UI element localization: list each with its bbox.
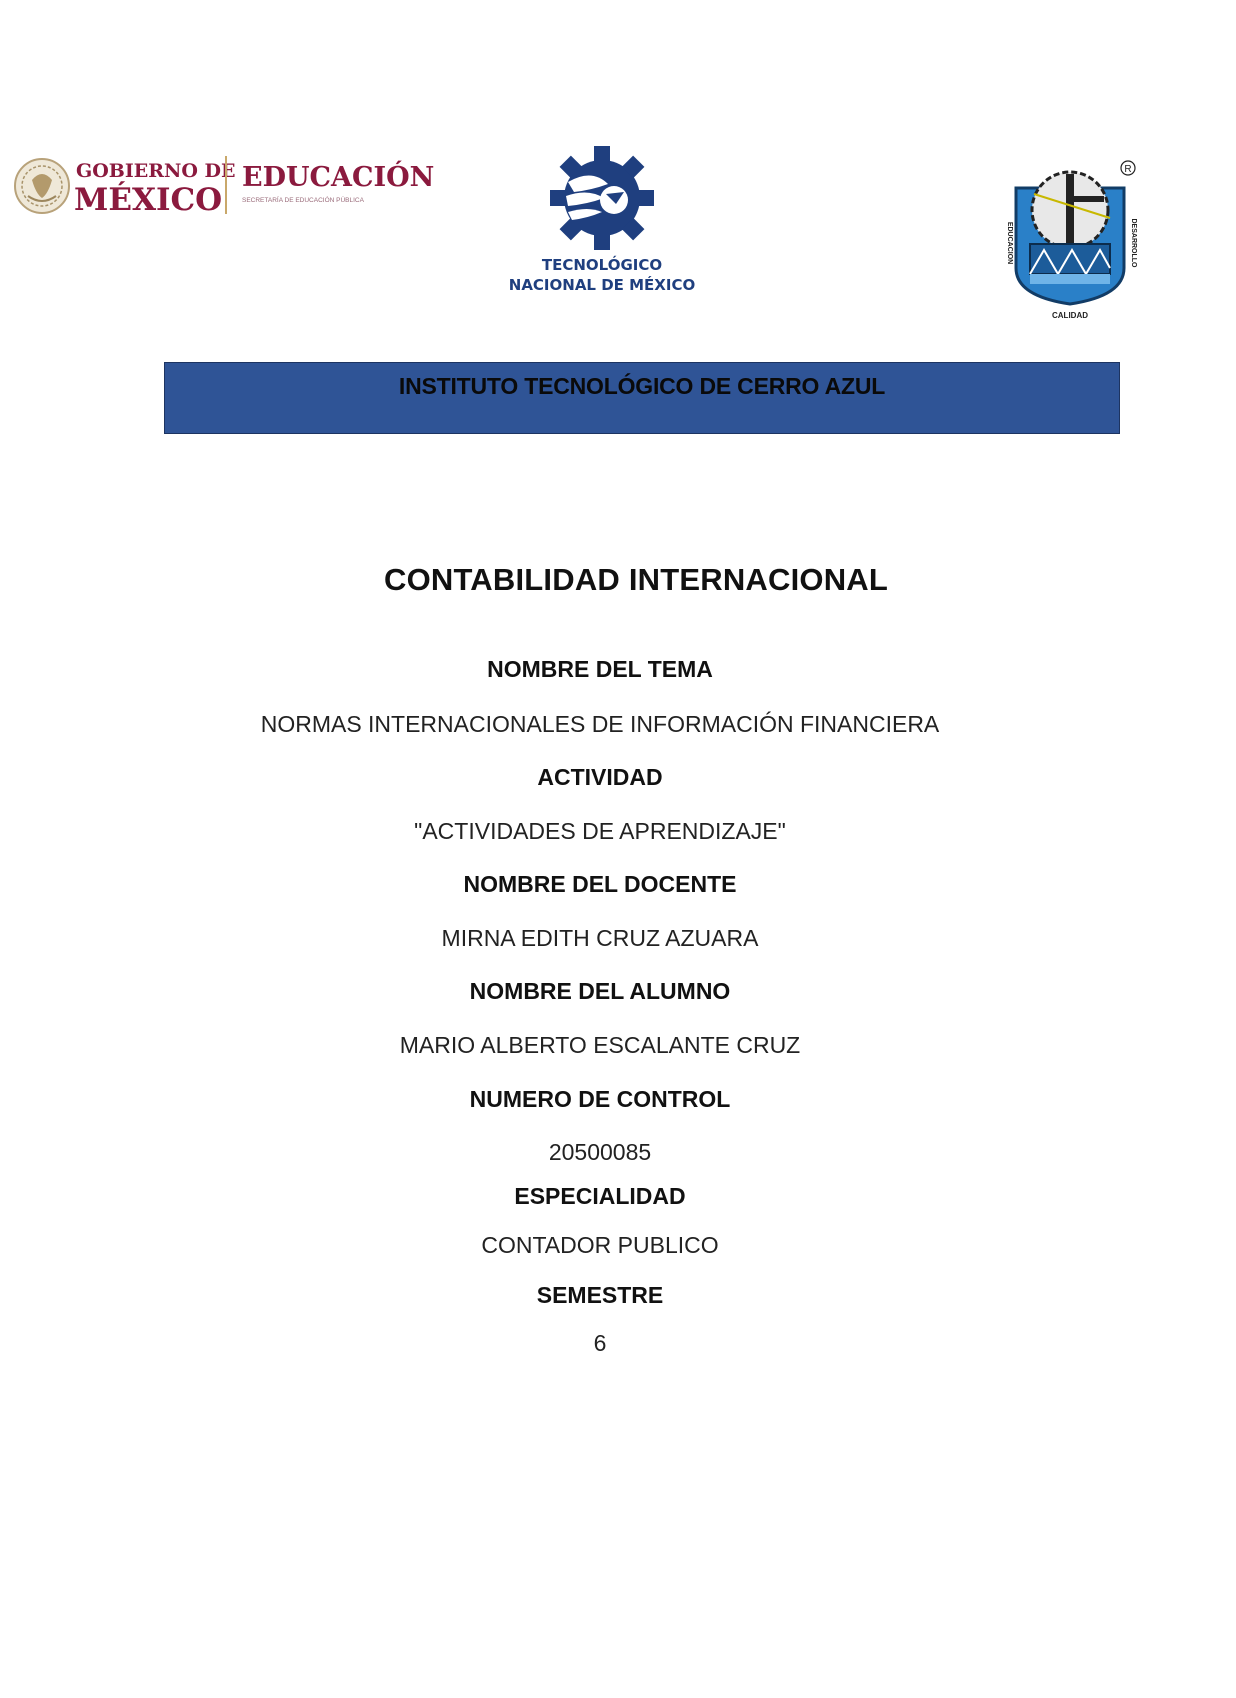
specialty-label: ESPECIALIDAD xyxy=(514,1183,686,1209)
itca-shield-logo xyxy=(1000,158,1140,320)
itca-shield-icon xyxy=(1016,172,1124,304)
mexico-coat-of-arms-icon xyxy=(15,159,69,213)
institute-banner xyxy=(164,362,1120,434)
itca-right-text: DESARROLLO xyxy=(1130,218,1137,268)
svg-text:R: R xyxy=(1124,164,1132,175)
tecnm-line1: TECNOLÓGICO xyxy=(541,256,663,274)
activity-value: "ACTIVIDADES DE APRENDIZAJE" xyxy=(414,818,786,844)
control-number-label: NUMERO DE CONTROL xyxy=(469,1086,731,1112)
itca-left-text: EDUCACION xyxy=(1006,221,1013,265)
gobierno-line1: GOBIERNO DE xyxy=(76,160,236,182)
specialty-value: CONTADOR PUBLICO xyxy=(481,1232,719,1258)
teacher-value: MIRNA EDITH CRUZ AZUARA xyxy=(441,925,759,951)
semester-value: 6 xyxy=(593,1330,607,1356)
activity-label: ACTIVIDAD xyxy=(537,764,663,790)
course-title: CONTABILIDAD INTERNACIONAL xyxy=(383,562,889,597)
gobierno-line2: MÉXICO xyxy=(74,182,223,218)
educacion-text: EDUCACIÓN xyxy=(242,162,435,193)
student-label: NOMBRE DEL ALUMNO xyxy=(469,978,731,1004)
itca-bottom-text: CALIDAD xyxy=(1052,311,1088,320)
control-number-value: 20500085 xyxy=(548,1139,652,1165)
gobierno-educacion-logo xyxy=(14,150,435,222)
tecnm-gear-eagle-icon xyxy=(550,146,654,250)
student-value: MARIO ALBERTO ESCALANTE CRUZ xyxy=(399,1032,801,1058)
institute-name: INSTITUTO TECNOLÓGICO DE CERRO AZUL xyxy=(398,373,886,399)
tecnm-logo xyxy=(496,140,708,300)
sep-subtitle: SECRETARÍA DE EDUCACIÓN PÚBLICA xyxy=(242,197,364,204)
teacher-label: NOMBRE DEL DOCENTE xyxy=(463,871,737,897)
topic-value: NORMAS INTERNACIONALES DE INFORMACIÓN FINANCIERA xyxy=(260,711,940,737)
semester-label: SEMESTRE xyxy=(536,1282,664,1308)
topic-label: NOMBRE DEL TEMA xyxy=(487,656,713,682)
registered-mark-icon xyxy=(1121,161,1135,175)
tecnm-line2: NACIONAL DE MÉXICO xyxy=(508,276,696,294)
